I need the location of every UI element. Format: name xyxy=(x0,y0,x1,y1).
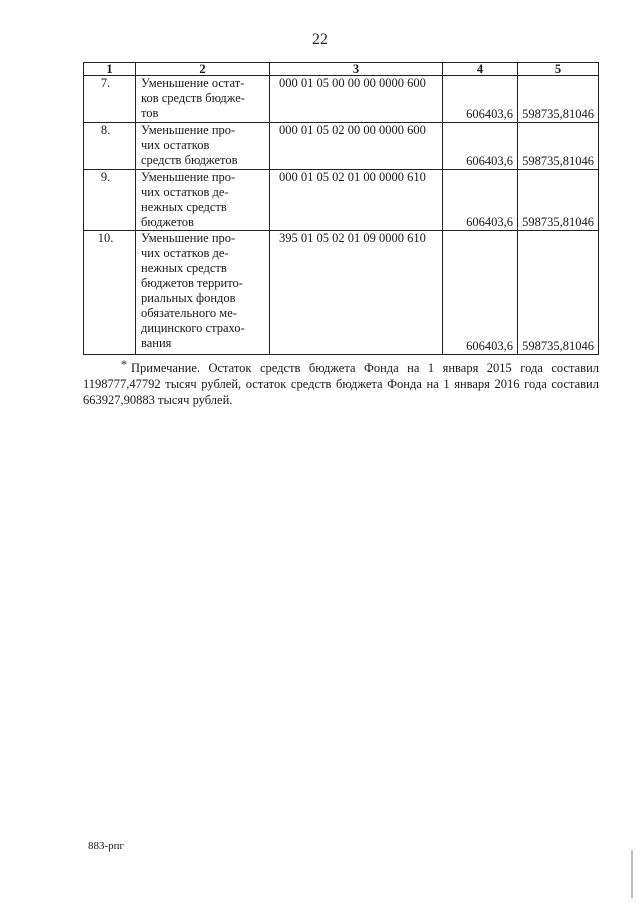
row-code: 000 01 05 00 00 00 0000 600 xyxy=(270,76,443,123)
column-header-3: 3 xyxy=(270,63,443,76)
budget-table xyxy=(83,62,599,355)
row-number: 10. xyxy=(84,231,136,355)
row-value-col5: 598735,81046 xyxy=(518,123,599,170)
row-number: 9. xyxy=(84,170,136,231)
footnote-marker: * xyxy=(121,357,127,371)
table-row xyxy=(84,123,599,170)
row-name: Уменьшение про- чих остатков де- нежных средств бюджетов xyxy=(136,170,270,231)
column-header-2: 2 xyxy=(136,63,270,76)
column-header-4: 4 xyxy=(443,63,518,76)
column-header-1: 1 xyxy=(84,63,136,76)
row-value-col4: 606403,6 xyxy=(443,231,518,355)
row-value-col4: 606403,6 xyxy=(443,170,518,231)
footnote xyxy=(83,357,599,408)
row-value-col4: 606403,6 xyxy=(443,123,518,170)
row-name: Уменьшение про- чих остатков средств бюджетов xyxy=(136,123,270,170)
document-code: 883-рпг xyxy=(88,840,125,852)
row-value-col4: 606403,6 xyxy=(443,76,518,123)
table-header-row xyxy=(84,63,599,76)
table-row xyxy=(84,231,599,355)
row-name: Уменьшение про- чих остатков де- нежных средств бюджетов террито- риальных фондов обязательного ме- дицинского страхо- вания xyxy=(136,231,270,355)
row-code: 000 01 05 02 01 00 0000 610 xyxy=(270,170,443,231)
row-code: 000 01 05 02 00 00 0000 600 xyxy=(270,123,443,170)
page-number: 22 xyxy=(312,31,328,48)
table-row xyxy=(84,170,599,231)
column-header-5: 5 xyxy=(518,63,599,76)
row-value-col5: 598735,81046 xyxy=(518,231,599,355)
row-number: 7. xyxy=(84,76,136,123)
footnote-text: Примечание. Остаток средств бюджета Фонда на 1 января 2015 года составил 1198777,47792 тысяч рублей, остаток средств бюджета Фонда на 1 января 2016 года составил 663927,90883 тысяч рублей. xyxy=(83,361,599,407)
row-number: 8. xyxy=(84,123,136,170)
row-name: Уменьшение остат- ков средств бюдже- тов xyxy=(136,76,270,123)
scan-edge-mark xyxy=(631,850,633,898)
table-row xyxy=(84,76,599,123)
row-value-col5: 598735,81046 xyxy=(518,170,599,231)
row-code: 395 01 05 02 01 09 0000 610 xyxy=(270,231,443,355)
row-value-col5: 598735,81046 xyxy=(518,76,599,123)
